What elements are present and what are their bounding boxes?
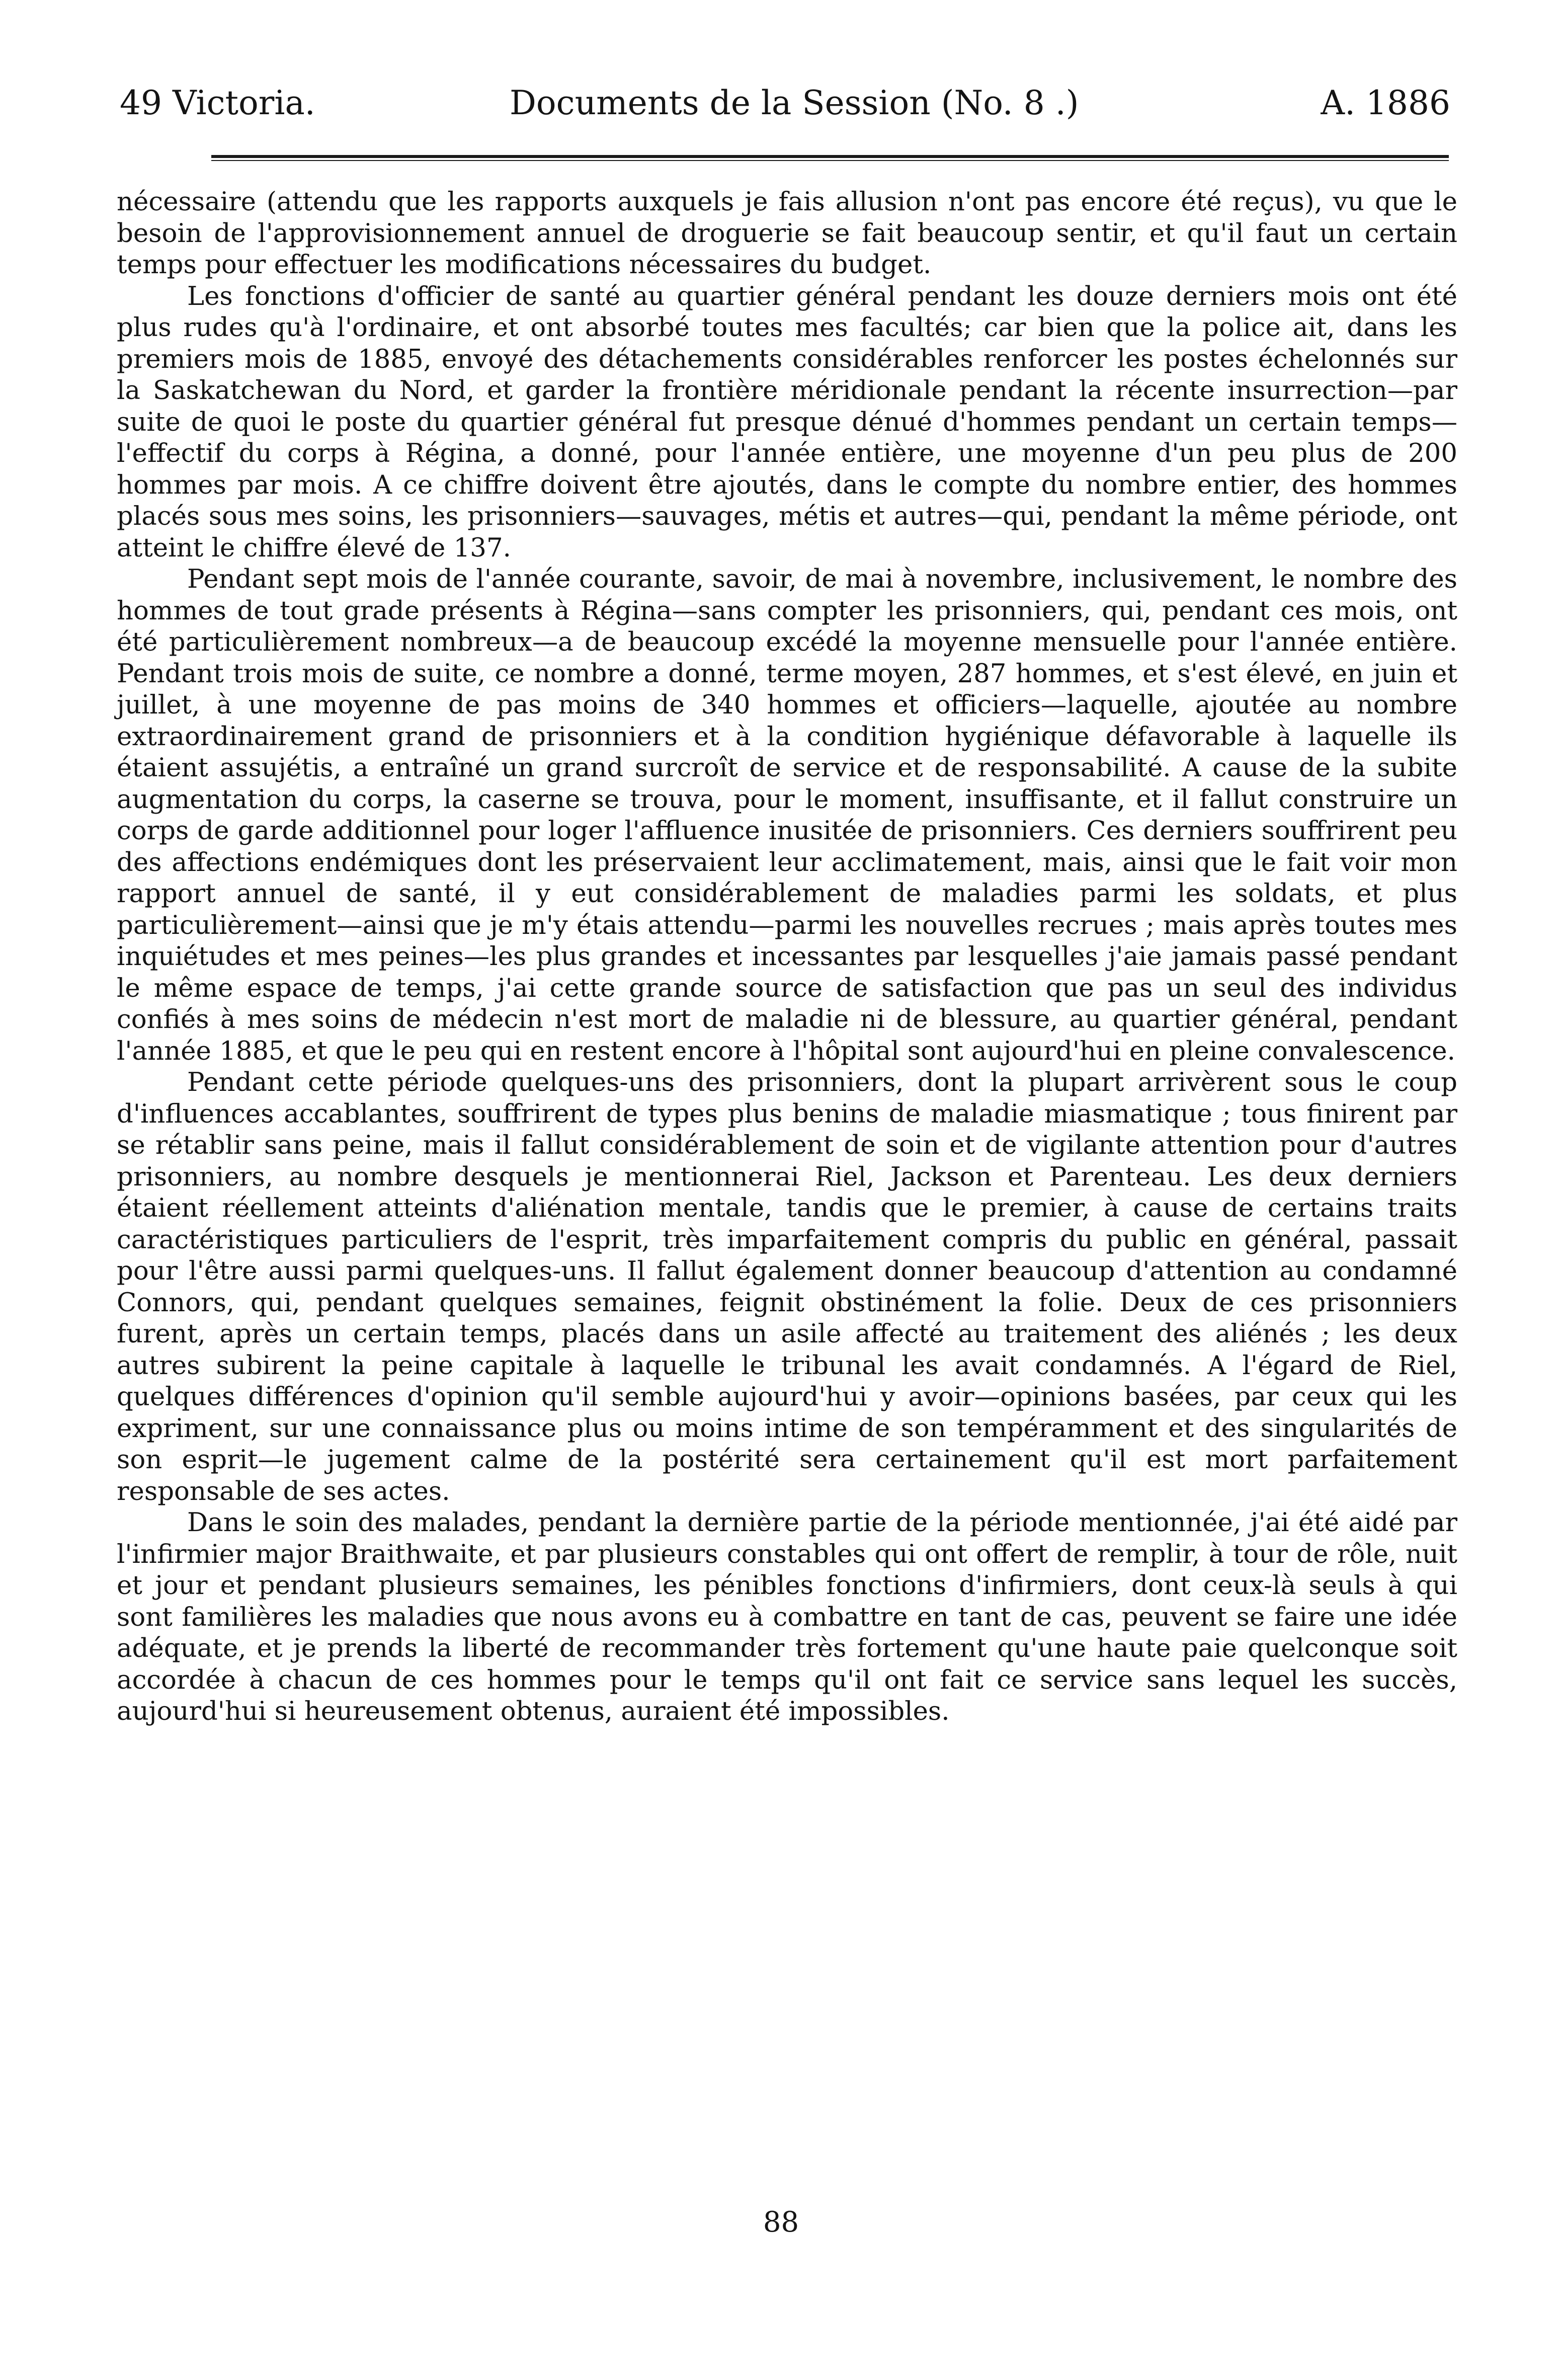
paragraph-4: Pendant cette période quelques-uns des prisonniers, dont la plupart arrivèrent sous le coup d'influences accablantes, souffrirent de types plus benins de maladie miasmatique ; tous finirent par se rétablir sans peine, mais il fallut considérablement de soin et de vigilante attention pour d'autres prisonniers, au nombre desquels je mentionnerai Riel, Jackson et Parenteau. Les deux derniers étaient réellement atteints d'aliénation mentale, tandis que le premier, à cause de certains traits caractéristiques particuliers de l'esprit, très imparfaitement compris du public en général, passait pour l'être aussi parmi quelques-uns. Il fallut également donner beaucoup d'attention au condamné Connors, qui, pendant quelques semaines, feignit obstinément la folie. Deux de ces prisonniers furent, après un certain temps, placés dans un asile affecté au traitement des aliénés ; les deux autres subirent la peine capitale à laquelle le tribunal les avait condamnés. A l'égard de Riel, quelques différences d'opinion qu'il semble aujourd'hui y avoir—opinions basées, par ceux qui les expriment, sur une connaissance plus ou moins intime de son tempéramment et des singularités de son esprit—le jugement calme de la postérité sera certainement qu'il est mort parfaitement responsable de ses actes. [117, 1067, 1457, 1506]
header-volume: 49 Victoria. [120, 84, 315, 122]
paragraph-5: Dans le soin des malades, pendant la dernière partie de la période mentionnée, j'ai été aidé par l'infirmier major Braithwaite, et par plusieurs constables qui ont offert de remplir, à tour de rôle, nuit et jour et pendant plusieurs semaines, les pénibles fonctions d'infirmiers, dont ceux-là seuls à qui sont familières les maladies que nous avons eu à combattre en tant de cas, peuvent se faire une idée adéquate, et je prends la liberté de recommander très fortement qu'une haute paie quelconque soit accordée à chacun de ces hommes pour le temps qu'il ont fait ce service sans lequel les succès, aujourd'hui si heureusement obtenus, auraient été impossibles. [117, 1508, 1457, 1726]
running-header [120, 75, 1450, 131]
paragraph-3: Pendant sept mois de l'année courante, savoir, de mai à novembre, inclusivement, le nombre des hommes de tout grade présents à Régina—sans compter les prisonniers, qui, pendant ces mois, ont été particulièrement nombreux—a de beaucoup excédé la moyenne mensuelle pour l'année entière. Pendant trois mois de suite, ce nombre a donné, terme moyen, 287 hommes, et s'est élevé, en juin et juillet, à une moyenne de pas moins de 340 hommes et officiers—laquelle, ajoutée au nombre extraordinairement grand de prisonniers et à la condition hygiénique défavorable à laquelle ils étaient assujétis, a entraîné un grand surcroît de service et de responsabilité. A cause de la subite augmentation du corps, la caserne se trouva, pour le moment, insuffisante, et il fallut construire un corps de garde additionnel pour loger l'affluence inusitée de prisonniers. Ces derniers souffrirent peu des affections endémiques dont les préservaient leur acclimatement, mais, ainsi que le fait voir mon rapport annuel de santé, il y eut considérablement de maladies parmi les soldats, et plus particulièrement—ainsi que je m'y étais attendu—parmi les nouvelles recrues ; mais après toutes mes inquiétudes et mes peines—les plus grandes et incessantes par lesquelles j'aie jamais passé pendant le même espace de temps, j'ai cette grande source de satisfaction que pas un seul des individus confiés à mes soins de médecin n'est mort de maladie ni de blessure, au quartier général, pendant l'année 1885, et que le peu qui en restent encore à l'hôpital sont aujourd'hui en pleine convalescence. [117, 564, 1457, 1066]
header-year: A. 1886 [1321, 84, 1450, 122]
header-rule-thin [211, 160, 1449, 161]
paragraph-2: Les fonctions d'officier de santé au quartier général pendant les douze derniers mois ont été plus rudes qu'à l'ordinaire, et ont absorbé toutes mes facultés; car bien que la police ait, dans les premiers mois de 1885, envoyé des détachements considérables renforcer les postes échelonnés sur la Saskatchewan du Nord, et garder la frontière méridionale pendant la récente insurrection—par suite de quoi le poste du quartier général fut presque dénué d'hommes pendant un certain temps—l'effectif du corps à Régina, a donné, pour l'année entière, une moyenne d'un peu plus de 200 hommes par mois. A ce chiffre doivent être ajoutés, dans le compte du nombre entier, des hommes placés sous mes soins, les prisonniers—sauvages, métis et autres—qui, pendant la même période, ont atteint le chiffre élevé de 137. [117, 281, 1457, 563]
paragraph-1: nécessaire (attendu que les rapports auxquels je fais allusion n'ont pas encore été reçus), vu que le besoin de l'approvisionnement annuel de droguerie se fait beaucoup sentir, et qu'il faut un certain temps pour effectuer les modifications nécessaires du budget. [117, 187, 1457, 280]
header-rule [211, 155, 1449, 158]
header-title: Documents de la Session (No. 8 .) [510, 84, 1079, 122]
body-text [117, 186, 1457, 1727]
page-number: 88 [763, 2206, 799, 2239]
